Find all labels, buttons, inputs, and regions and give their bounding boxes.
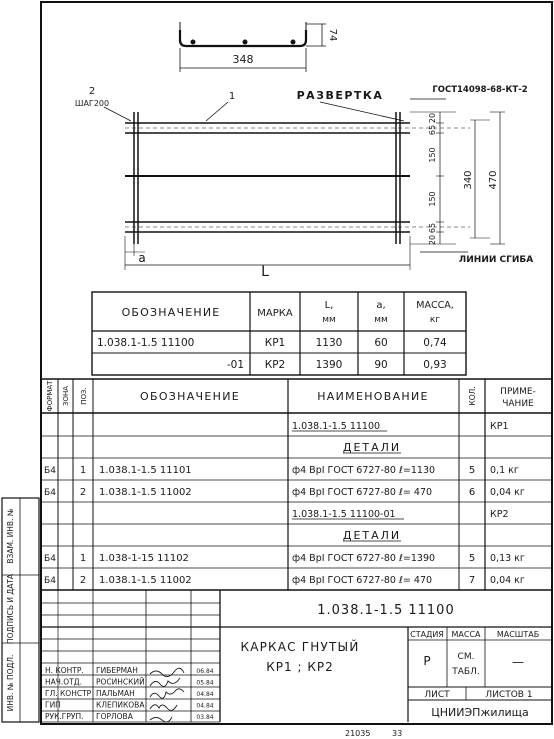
mark-row2-oboz: -01 [226,359,244,371]
side-inv: ИНВ. № ПОДЛ. [6,654,15,712]
spec-row-5-naim: 1.038.1-1.5 11100-01 [292,509,396,520]
mark-row1-a: 60 [374,337,388,349]
dim-a: a [138,251,146,265]
spec-header-zona: ЗОНА [62,385,70,407]
person-2-date: 05.84 [196,679,214,687]
spec-row-7-oboz: 1.038-1-15 11102 [99,553,189,564]
dim-65-bottom: 65 [428,222,437,234]
spec-row-8-naim: ф4 ВрI ГОСТ 6727-80 ℓ= 470 [292,575,433,586]
mark-header-massa: МАССА, [416,300,454,311]
profile-width-dim: 348 [232,53,254,66]
gost-reference: ГОСТ14098-68-КТ-2 [432,85,528,95]
mark-row1-oboz: 1.038.1-1.5 11100 [97,337,195,349]
spec-row-4-kol: 6 [468,487,476,498]
title-code: 1.038.1-1.5 11100 [317,603,455,618]
spec-row-8-oboz: 1.038.1-1.5 11002 [99,575,192,586]
dim-340: 340 [463,170,474,190]
mark-row2-marka: КР2 [264,359,286,371]
stage-value: Р [423,654,431,668]
spec-row-7-naim: ф4 ВрI ГОСТ 6727-80 ℓ=1390 [292,553,436,564]
mass-header: МАССА [451,630,481,639]
person-4-name: КЛЕПИКОВА [96,700,145,710]
spec-row-1-prim: КР1 [490,421,509,432]
dim-L: L [261,264,269,280]
spec-row-2-naim: ДЕТАЛИ [342,441,402,454]
signature-marks [150,668,184,722]
title-line2: КР1 ; КР2 [266,660,334,674]
spec-row-7-kol: 5 [468,553,476,564]
spec-row-1-naim: 1.038.1-1.5 11100 [292,421,381,432]
spec-row-6-naim: ДЕТАЛИ [342,529,402,542]
spec-row-4-poz: 2 [79,487,87,498]
scale-header: МАСШТАБ [496,630,540,639]
callout-1: 1 [228,91,236,102]
mark-row2-a: 90 [374,359,388,371]
spec-row-7-format: Б4 [44,554,56,564]
mark-row1-L: 1130 [315,337,343,349]
mark-header-massa-unit: кг [429,315,441,325]
sheet-label: ЛИСТ [424,690,450,700]
spec-row-3-poz: 1 [79,465,87,476]
person-1-name: ГИБЕРМАН [96,666,138,675]
person-2-name: РОСИНСКИЙ [96,677,145,687]
title-block-people [45,666,214,721]
spec-header-prim2: ЧАНИЕ [502,399,534,409]
person-2-role: НАЧ.ОТД. [45,677,83,687]
spec-row-3-oboz: 1.038.1-1.5 11101 [99,465,192,476]
person-1-role: Н. КОНТР. [45,666,84,675]
person-5-role: РУК.ГРУП. [45,712,84,721]
spec-row-5-prim: КР2 [490,509,509,520]
callout-step: ШАГ200 [74,99,110,108]
spec-table-rows [44,421,525,586]
dim-20-top: 20 [428,112,437,124]
spec-row-4-prim: 0,04 кг [490,487,525,498]
spec-header-kol: КОЛ. [468,386,477,406]
mark-header-L-unit: мм [322,315,336,325]
mark-header-marka: МАРКА [257,308,293,319]
sheet-frame [41,2,552,724]
spec-header-format: ФОРМАТ [46,380,54,412]
spec-row-7-prim: 0,13 кг [490,553,525,564]
unfolded-view [104,99,505,270]
spec-row-3-kol: 5 [468,465,476,476]
dim-470: 470 [488,170,499,190]
person-1-date: 06.84 [196,668,214,675]
mass-value-2: ТАБЛ. [452,667,480,677]
spec-row-3-format: Б4 [44,466,56,476]
spec-header-prim1: ПРИМЕ- [500,387,536,397]
spec-header-poz: ПОЗ. [80,387,88,405]
person-5-date: 03.84 [196,714,214,721]
side-podpis: ПОДПИСЬ И ДАТА [6,573,15,645]
spec-row-4-oboz: 1.038.1-1.5 11002 [99,487,192,498]
spec-row-7-poz: 1 [79,553,87,564]
callout-2: 2 [88,86,96,97]
spec-row-8-format: Б4 [44,576,56,586]
mark-row1-massa: 0,74 [423,337,447,349]
person-4-role: ГИП [45,700,61,710]
scale-value: — [512,655,524,669]
spec-row-3-naim: ф4 ВрI ГОСТ 6727-80 ℓ=1130 [292,465,436,476]
mark-row2-L: 1390 [315,359,343,371]
right-dimensions [428,113,437,245]
organization: ЦНИИЭПжилища [431,706,529,719]
mark-header-a: a, [376,300,386,311]
footer-num1: 21035 [345,729,371,738]
dim-150-bottom: 150 [428,191,437,207]
side-vzam: ВЗАМ. ИНВ. № [6,508,15,564]
razvertka-label: РАЗВЕРТКА [296,89,384,102]
stage-header: СТАДИЯ [410,630,444,639]
person-4-date: 04.84 [196,702,214,710]
person-5-name: ГОРЛОВА [96,712,133,721]
mark-header-L: L, [324,300,334,311]
spec-row-4-naim: ф4 ВрI ГОСТ 6727-80 ℓ= 470 [292,487,433,498]
person-3-role: ГЛ. КОНСТР [45,689,92,698]
sheets-label: ЛИСТОВ 1 [485,690,533,700]
mark-header-oboz: ОБОЗНАЧЕНИЕ [121,306,221,319]
spec-header-oboz: ОБОЗНАЧЕНИЕ [140,390,240,403]
dim-150-top: 150 [428,147,437,163]
spec-row-3-prim: 0,1 кг [490,465,519,476]
mass-value-1: СМ. [457,652,475,662]
mark-header-a-unit: мм [374,315,388,325]
title-line1: КАРКАС ГНУТЫЙ [240,640,360,654]
person-3-date: 04.84 [196,691,214,698]
spec-row-4-format: Б4 [44,488,56,498]
spec-header-naim: НАИМЕНОВАНИЕ [317,390,429,403]
person-3-name: ПАЛЬМАН [96,689,135,698]
profile-height-dim: 74 [327,28,338,42]
footer-num2: 33 [392,729,403,738]
dim-65-top: 65 [428,124,437,136]
spec-row-8-prim: 0,04 кг [490,575,525,586]
mark-row2-massa: 0,93 [423,359,447,371]
spec-row-8-kol: 7 [468,575,476,586]
dim-20-bottom: 20 [428,234,437,246]
bend-lines-label: ЛИНИИ СГИБА [458,255,534,265]
mark-row1-marka: КР1 [264,337,286,349]
spec-row-8-poz: 2 [79,575,87,586]
